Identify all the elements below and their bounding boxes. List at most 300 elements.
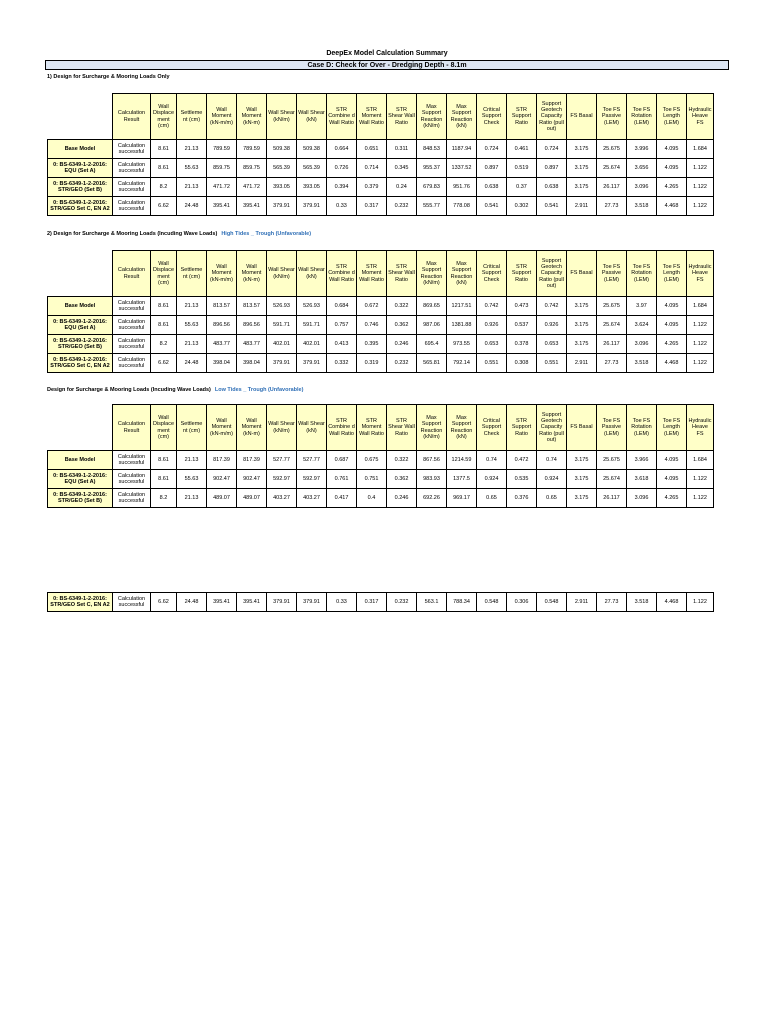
- value-cell: 896.56: [207, 316, 237, 335]
- column-header: Wall Moment (kN-m): [237, 94, 267, 140]
- value-cell: 955.37: [417, 159, 447, 178]
- column-header: Wall Moment (kN-m): [237, 251, 267, 297]
- value-cell: 26.117: [597, 335, 627, 354]
- column-header: STR Shear Wall Ratio: [387, 251, 417, 297]
- column-header: Max Support Reaction (kN/m): [417, 251, 447, 297]
- value-cell: 8.61: [151, 470, 177, 489]
- column-header: Max Support Reaction (kN/m): [417, 94, 447, 140]
- value-cell: 0.322: [387, 297, 417, 316]
- value-cell: 395.41: [207, 593, 237, 612]
- value-cell: 527.77: [267, 451, 297, 470]
- value-cell: 0.74: [477, 451, 507, 470]
- value-cell: 0.757: [327, 316, 357, 335]
- value-cell: 25.675: [597, 297, 627, 316]
- value-cell: 8.2: [151, 178, 177, 197]
- value-cell: 21.13: [177, 140, 207, 159]
- row-label: 0: BS-6349-1-2-2016: EQU (Set A): [48, 159, 113, 178]
- column-header: Max Support Reaction (kN): [447, 405, 477, 451]
- value-cell: 1.684: [687, 140, 714, 159]
- value-cell: 859.75: [237, 159, 267, 178]
- value-cell: 0.651: [357, 140, 387, 159]
- column-header: FS Basal: [567, 94, 597, 140]
- column-header: STR Combine d Wall Ratio: [327, 251, 357, 297]
- value-cell: 3.175: [567, 159, 597, 178]
- value-cell: 471.72: [237, 178, 267, 197]
- row-label: 0: BS-6349-1-2-2016: STR/GEO Set C, EN A2: [48, 593, 113, 612]
- value-cell: 0.742: [477, 297, 507, 316]
- value-cell: 695.4: [417, 335, 447, 354]
- row-label: 0: BS-6349-1-2-2016: STR/GEO (Set B): [48, 489, 113, 508]
- column-header: Toe FS Passive (LEM): [597, 94, 627, 140]
- column-header: Critical Support Check: [477, 405, 507, 451]
- value-cell: 1.122: [687, 470, 714, 489]
- table-row: [48, 140, 714, 159]
- column-header: Max Support Reaction (kN/m): [417, 405, 447, 451]
- value-cell: 21.13: [177, 451, 207, 470]
- value-cell: 0.319: [357, 354, 387, 373]
- value-cell: 398.04: [207, 354, 237, 373]
- table-row: [48, 178, 714, 197]
- value-cell: 1.122: [687, 489, 714, 508]
- value-cell: 0.926: [537, 316, 567, 335]
- value-cell: 489.07: [237, 489, 267, 508]
- value-cell: 592.97: [297, 470, 327, 489]
- value-cell: 24.48: [177, 354, 207, 373]
- value-cell: 403.27: [297, 489, 327, 508]
- value-cell: 27.73: [597, 593, 627, 612]
- value-cell: 3.096: [627, 178, 657, 197]
- value-cell: 398.04: [237, 354, 267, 373]
- column-header: Hydraulic Heave FS: [687, 94, 714, 140]
- value-cell: 591.71: [297, 316, 327, 335]
- column-header: Critical Support Check: [477, 251, 507, 297]
- value-cell: 21.13: [177, 297, 207, 316]
- value-cell: 379.91: [297, 354, 327, 373]
- column-header: STR Moment Wall Ratio: [357, 251, 387, 297]
- value-cell: 8.61: [151, 159, 177, 178]
- value-cell: 983.93: [417, 470, 447, 489]
- value-cell: 8.61: [151, 140, 177, 159]
- value-cell: 0.926: [477, 316, 507, 335]
- row-label: 0: BS-6349-1-2-2016: STR/GEO (Set B): [48, 178, 113, 197]
- column-header: Toe FS Length (LEM): [657, 405, 687, 451]
- column-header: STR Support Ratio: [507, 405, 537, 451]
- header-blank-cell: [48, 251, 113, 297]
- section-2-title: [47, 231, 311, 237]
- table-row: [48, 335, 714, 354]
- value-cell: 591.71: [267, 316, 297, 335]
- value-cell: 0.714: [357, 159, 387, 178]
- value-cell: 3.618: [627, 470, 657, 489]
- value-cell: 379.91: [267, 354, 297, 373]
- value-cell: 0.232: [387, 197, 417, 216]
- value-cell: 3.624: [627, 316, 657, 335]
- value-cell: 395.41: [237, 593, 267, 612]
- column-header: Toe FS Rotation (LEM): [627, 251, 657, 297]
- column-header: Wall Moment (kN-m/m): [207, 94, 237, 140]
- value-cell: 379.91: [267, 593, 297, 612]
- value-cell: 0.924: [537, 470, 567, 489]
- value-cell: 24.48: [177, 593, 207, 612]
- value-cell: 3.518: [627, 354, 657, 373]
- column-header: Toe FS Length (LEM): [657, 251, 687, 297]
- value-cell: 6.62: [151, 593, 177, 612]
- results-table-2: [47, 250, 714, 373]
- column-header: Support Geotech Capacity Ratio (pull out): [537, 251, 567, 297]
- column-header: Support Geotech Capacity Ratio (pull out): [537, 94, 567, 140]
- value-cell: 379.91: [297, 197, 327, 216]
- header-row: [48, 405, 714, 451]
- column-header: FS Basal: [567, 405, 597, 451]
- column-header: Wall Moment (kN-m/m): [207, 405, 237, 451]
- value-cell: 0.332: [327, 354, 357, 373]
- value-cell: 8.61: [151, 316, 177, 335]
- value-cell: 4.095: [657, 140, 687, 159]
- value-cell: 0.726: [327, 159, 357, 178]
- table-row: [48, 470, 714, 489]
- value-cell: 8.61: [151, 451, 177, 470]
- value-cell: 0.653: [537, 335, 567, 354]
- section-3-title: [47, 387, 303, 393]
- table-row: [48, 297, 714, 316]
- value-cell: 0.317: [357, 593, 387, 612]
- column-header: STR Support Ratio: [507, 94, 537, 140]
- value-cell: 4.468: [657, 197, 687, 216]
- value-cell: 0.74: [537, 451, 567, 470]
- value-cell: 0.395: [357, 335, 387, 354]
- value-cell: 1.122: [687, 593, 714, 612]
- value-cell: 0.246: [387, 335, 417, 354]
- value-cell: 509.38: [297, 140, 327, 159]
- results-table-1: [47, 93, 714, 216]
- column-header: Toe FS Length (LEM): [657, 94, 687, 140]
- value-cell: 0.417: [327, 489, 357, 508]
- value-cell: 0.897: [537, 159, 567, 178]
- value-cell: 0.535: [507, 470, 537, 489]
- value-cell: 0.761: [327, 470, 357, 489]
- value-cell: 25.674: [597, 470, 627, 489]
- value-cell: 3.518: [627, 593, 657, 612]
- calculation-result-cell: Calculation successful: [113, 451, 151, 470]
- value-cell: 55.63: [177, 159, 207, 178]
- value-cell: 25.675: [597, 451, 627, 470]
- value-cell: 3.096: [627, 489, 657, 508]
- table-row: [48, 593, 714, 612]
- value-cell: 1.122: [687, 316, 714, 335]
- value-cell: 4.265: [657, 178, 687, 197]
- value-cell: 0.308: [507, 354, 537, 373]
- value-cell: 565.39: [297, 159, 327, 178]
- column-header: Toe FS Rotation (LEM): [627, 405, 657, 451]
- value-cell: 0.311: [387, 140, 417, 159]
- value-cell: 4.095: [657, 470, 687, 489]
- value-cell: 0.537: [507, 316, 537, 335]
- value-cell: 1381.88: [447, 316, 477, 335]
- value-cell: 21.13: [177, 489, 207, 508]
- calculation-result-cell: Calculation successful: [113, 159, 151, 178]
- column-header: Wall Moment (kN-m): [237, 405, 267, 451]
- table-row: [48, 159, 714, 178]
- value-cell: 1.684: [687, 451, 714, 470]
- value-cell: 3.97: [627, 297, 657, 316]
- value-cell: 0.362: [387, 470, 417, 489]
- value-cell: 0.232: [387, 354, 417, 373]
- column-header: Support Geotech Capacity Ratio (pull out): [537, 405, 567, 451]
- calculation-result-cell: Calculation successful: [113, 354, 151, 373]
- value-cell: 2.911: [567, 197, 597, 216]
- value-cell: 0.638: [477, 178, 507, 197]
- value-cell: 0.65: [477, 489, 507, 508]
- value-cell: 788.34: [447, 593, 477, 612]
- value-cell: 3.096: [627, 335, 657, 354]
- value-cell: 24.48: [177, 197, 207, 216]
- value-cell: 21.13: [177, 335, 207, 354]
- value-cell: 0.317: [357, 197, 387, 216]
- section-title-text: 2) Design for Surcharge & Mooring Loads (Incuding Wave Loads): [47, 231, 218, 237]
- row-label: Base Model: [48, 297, 113, 316]
- value-cell: 3.518: [627, 197, 657, 216]
- value-cell: 0.751: [357, 470, 387, 489]
- value-cell: 395.41: [207, 197, 237, 216]
- value-cell: 0.924: [477, 470, 507, 489]
- value-cell: 902.47: [207, 470, 237, 489]
- value-cell: 813.57: [207, 297, 237, 316]
- calculation-result-cell: Calculation successful: [113, 197, 151, 216]
- value-cell: 6.62: [151, 354, 177, 373]
- value-cell: 0.246: [387, 489, 417, 508]
- row-label: 0: BS-6349-1-2-2016: EQU (Set A): [48, 316, 113, 335]
- column-header: Toe FS Rotation (LEM): [627, 94, 657, 140]
- value-cell: 489.07: [207, 489, 237, 508]
- value-cell: 471.72: [207, 178, 237, 197]
- column-header: STR Shear Wall Ratio: [387, 405, 417, 451]
- value-cell: 848.53: [417, 140, 447, 159]
- calculation-result-cell: Calculation successful: [113, 178, 151, 197]
- value-cell: 3.175: [567, 489, 597, 508]
- value-cell: 3.996: [627, 140, 657, 159]
- calculation-result-cell: Calculation successful: [113, 489, 151, 508]
- value-cell: 0.24: [387, 178, 417, 197]
- value-cell: 1217.51: [447, 297, 477, 316]
- value-cell: 0.548: [477, 593, 507, 612]
- value-cell: 565.81: [417, 354, 447, 373]
- column-header: Max Support Reaction (kN): [447, 94, 477, 140]
- column-header: STR Combine d Wall Ratio: [327, 94, 357, 140]
- value-cell: 8.2: [151, 489, 177, 508]
- value-cell: 3.175: [567, 470, 597, 489]
- value-cell: 0.541: [537, 197, 567, 216]
- value-cell: 4.095: [657, 451, 687, 470]
- column-header: Toe FS Passive (LEM): [597, 251, 627, 297]
- value-cell: 526.93: [297, 297, 327, 316]
- value-cell: 0.548: [537, 593, 567, 612]
- column-header: STR Moment Wall Ratio: [357, 405, 387, 451]
- results-table-3: [47, 404, 714, 508]
- value-cell: 4.095: [657, 297, 687, 316]
- column-header: Wall Shear (kN/m): [267, 405, 297, 451]
- value-cell: 0.65: [537, 489, 567, 508]
- value-cell: 0.638: [537, 178, 567, 197]
- value-cell: 0.394: [327, 178, 357, 197]
- value-cell: 0.4: [357, 489, 387, 508]
- value-cell: 2.911: [567, 354, 597, 373]
- calculation-result-cell: Calculation successful: [113, 140, 151, 159]
- value-cell: 8.61: [151, 297, 177, 316]
- value-cell: 0.33: [327, 197, 357, 216]
- value-cell: 483.77: [237, 335, 267, 354]
- value-cell: 395.41: [237, 197, 267, 216]
- value-cell: 0.664: [327, 140, 357, 159]
- document-title: DeepEx Model Calculation Summary: [326, 50, 448, 57]
- column-header: Settleme nt (cm): [177, 405, 207, 451]
- value-cell: 0.684: [327, 297, 357, 316]
- value-cell: 789.59: [207, 140, 237, 159]
- section-title-accent: High Tides _ Trough (Unfavorable): [221, 231, 312, 237]
- column-header: STR Support Ratio: [507, 251, 537, 297]
- header-row: [48, 94, 714, 140]
- value-cell: 0.345: [387, 159, 417, 178]
- value-cell: 4.265: [657, 489, 687, 508]
- value-cell: 817.39: [207, 451, 237, 470]
- value-cell: 0.473: [507, 297, 537, 316]
- value-cell: 792.14: [447, 354, 477, 373]
- row-label: 0: BS-6349-1-2-2016: STR/GEO Set C, EN A2: [48, 354, 113, 373]
- value-cell: 896.56: [237, 316, 267, 335]
- row-label: 0: BS-6349-1-2-2016: STR/GEO (Set B): [48, 335, 113, 354]
- table-row: [48, 316, 714, 335]
- value-cell: 817.39: [237, 451, 267, 470]
- value-cell: 3.656: [627, 159, 657, 178]
- value-cell: 8.2: [151, 335, 177, 354]
- value-cell: 813.57: [237, 297, 267, 316]
- value-cell: 402.01: [297, 335, 327, 354]
- column-header: Calculation Result: [113, 94, 151, 140]
- row-label: Base Model: [48, 451, 113, 470]
- value-cell: 592.97: [267, 470, 297, 489]
- value-cell: 1.122: [687, 354, 714, 373]
- value-cell: 526.93: [267, 297, 297, 316]
- value-cell: 778.08: [447, 197, 477, 216]
- header-row: [48, 251, 714, 297]
- value-cell: 3.175: [567, 451, 597, 470]
- value-cell: 0.378: [507, 335, 537, 354]
- column-header: Toe FS Passive (LEM): [597, 405, 627, 451]
- value-cell: 0.541: [477, 197, 507, 216]
- value-cell: 0.379: [357, 178, 387, 197]
- column-header: Wall Shear (kN/m): [267, 251, 297, 297]
- value-cell: 55.63: [177, 470, 207, 489]
- value-cell: 0.302: [507, 197, 537, 216]
- value-cell: 869.65: [417, 297, 447, 316]
- table-row: [48, 451, 714, 470]
- value-cell: 1.122: [687, 197, 714, 216]
- value-cell: 25.674: [597, 316, 627, 335]
- value-cell: 3.175: [567, 335, 597, 354]
- value-cell: 859.75: [207, 159, 237, 178]
- header-blank-cell: [48, 94, 113, 140]
- section-1-title: [47, 74, 174, 80]
- value-cell: 379.91: [267, 197, 297, 216]
- section-title-text: 1) Design for Surcharge & Mooring Loads Only: [47, 74, 170, 80]
- value-cell: 0.376: [507, 489, 537, 508]
- column-header: Hydraulic Heave FS: [687, 405, 714, 451]
- row-label: Base Model: [48, 140, 113, 159]
- value-cell: 4.095: [657, 316, 687, 335]
- value-cell: 483.77: [207, 335, 237, 354]
- value-cell: 393.05: [297, 178, 327, 197]
- value-cell: 393.05: [267, 178, 297, 197]
- value-cell: 21.13: [177, 178, 207, 197]
- value-cell: 4.265: [657, 335, 687, 354]
- results-table-detached: [47, 592, 714, 612]
- value-cell: 0.724: [477, 140, 507, 159]
- calculation-result-cell: Calculation successful: [113, 316, 151, 335]
- column-header: Wall Displace ment (cm): [151, 94, 177, 140]
- value-cell: 555.77: [417, 197, 447, 216]
- calculation-result-cell: Calculation successful: [113, 470, 151, 489]
- row-label: 0: BS-6349-1-2-2016: EQU (Set A): [48, 470, 113, 489]
- column-header: Max Support Reaction (kN): [447, 251, 477, 297]
- value-cell: 527.77: [297, 451, 327, 470]
- column-header: Wall Shear (kN): [297, 405, 327, 451]
- value-cell: 26.117: [597, 178, 627, 197]
- column-header: Wall Displace ment (cm): [151, 251, 177, 297]
- value-cell: 25.674: [597, 159, 627, 178]
- column-header: STR Combine d Wall Ratio: [327, 405, 357, 451]
- value-cell: 4.468: [657, 354, 687, 373]
- value-cell: 973.55: [447, 335, 477, 354]
- column-header: Wall Shear (kN/m): [267, 94, 297, 140]
- table-row: [48, 354, 714, 373]
- column-header: Calculation Result: [113, 251, 151, 297]
- calculation-result-cell: Calculation successful: [113, 335, 151, 354]
- value-cell: 987.06: [417, 316, 447, 335]
- column-header: Wall Shear (kN): [297, 94, 327, 140]
- value-cell: 3.175: [567, 316, 597, 335]
- value-cell: 509.38: [267, 140, 297, 159]
- value-cell: 1.122: [687, 178, 714, 197]
- value-cell: 0.413: [327, 335, 357, 354]
- value-cell: 0.724: [537, 140, 567, 159]
- value-cell: 27.73: [597, 197, 627, 216]
- value-cell: 6.62: [151, 197, 177, 216]
- value-cell: 379.91: [297, 593, 327, 612]
- case-subtitle: Case D: Check for Over - Dredging Depth - 8.1m: [45, 60, 729, 70]
- value-cell: 565.39: [267, 159, 297, 178]
- value-cell: 1337.52: [447, 159, 477, 178]
- header-blank-cell: [48, 405, 113, 451]
- value-cell: 0.551: [477, 354, 507, 373]
- table-row: [48, 489, 714, 508]
- value-cell: 0.672: [357, 297, 387, 316]
- row-label: 0: BS-6349-1-2-2016: STR/GEO Set C, EN A2: [48, 197, 113, 216]
- value-cell: 0.37: [507, 178, 537, 197]
- value-cell: 0.322: [387, 451, 417, 470]
- column-header: Settleme nt (cm): [177, 94, 207, 140]
- value-cell: 902.47: [237, 470, 267, 489]
- value-cell: 969.17: [447, 489, 477, 508]
- value-cell: 1377.5: [447, 470, 477, 489]
- value-cell: 55.63: [177, 316, 207, 335]
- value-cell: 3.175: [567, 140, 597, 159]
- value-cell: 25.675: [597, 140, 627, 159]
- value-cell: 1.122: [687, 159, 714, 178]
- value-cell: 403.27: [267, 489, 297, 508]
- column-header: Calculation Result: [113, 405, 151, 451]
- calculation-result-cell: Calculation successful: [113, 297, 151, 316]
- column-header: Hydraulic Heave FS: [687, 251, 714, 297]
- value-cell: 0.746: [357, 316, 387, 335]
